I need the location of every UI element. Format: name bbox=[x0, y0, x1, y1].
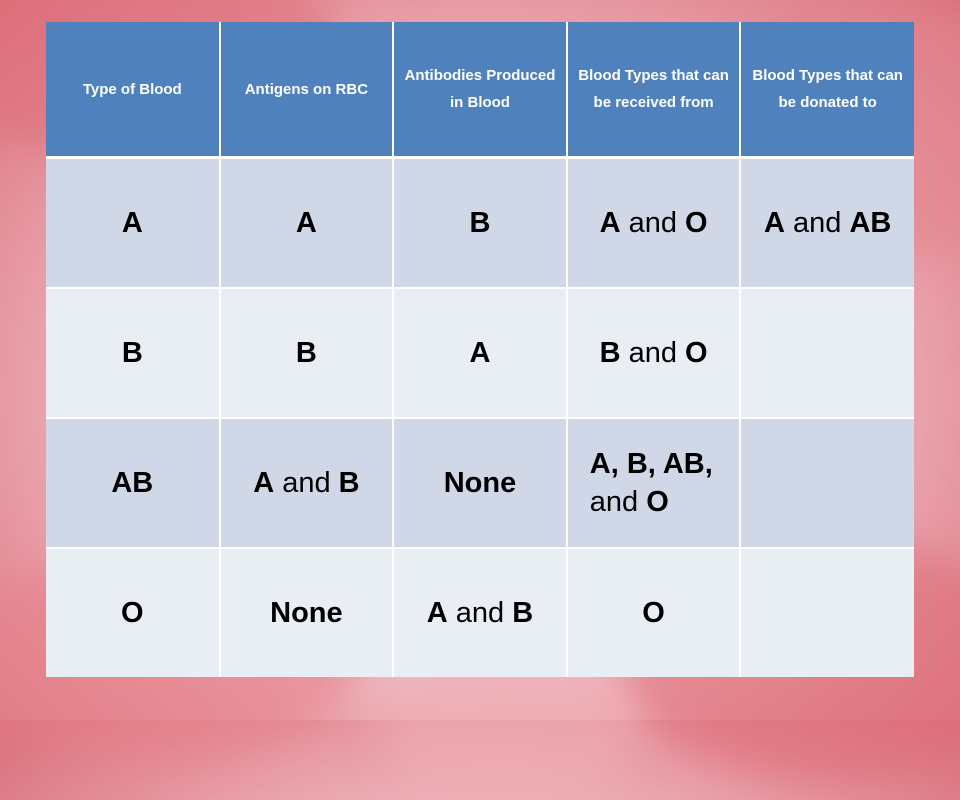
cell-received-from bbox=[567, 418, 741, 548]
cell-part: B bbox=[512, 597, 534, 629]
cell-antibodies: B bbox=[393, 158, 567, 289]
table-row bbox=[46, 158, 914, 289]
cell-conjunction: and bbox=[620, 337, 686, 369]
cell-antibodies: None bbox=[393, 418, 567, 548]
cell-antigens: B bbox=[220, 288, 394, 418]
table-row bbox=[46, 548, 914, 677]
cell-part: B bbox=[599, 337, 621, 369]
cell-conjunction: and bbox=[447, 597, 513, 629]
cell-part: AB bbox=[849, 207, 892, 239]
cell-conjunction: and bbox=[784, 207, 850, 239]
header-antigens: Antigens on RBC bbox=[220, 22, 394, 158]
header-antibodies: Antibodies Produced in Blood bbox=[393, 22, 567, 158]
cell-donated-to bbox=[740, 288, 914, 418]
cell-part: O bbox=[685, 207, 708, 239]
cell-received-from: O bbox=[567, 548, 741, 677]
cell-type: O bbox=[46, 548, 220, 677]
table-row bbox=[46, 418, 914, 548]
cell-conjunction: and bbox=[589, 486, 647, 518]
cell-received-from bbox=[567, 158, 741, 289]
cell-part: A bbox=[253, 467, 275, 499]
background-blood-cell bbox=[380, 660, 640, 800]
cell-antigens bbox=[220, 418, 394, 548]
cell-donated-to bbox=[740, 548, 914, 677]
cell-antibodies: A bbox=[393, 288, 567, 418]
cell-antibodies bbox=[393, 548, 567, 677]
cell-conjunction: and bbox=[620, 207, 686, 239]
table-row bbox=[46, 288, 914, 418]
cell-part: O bbox=[685, 337, 708, 369]
cell-donated-to bbox=[740, 418, 914, 548]
cell-antigens: A bbox=[220, 158, 394, 289]
cell-part: A, B, AB, bbox=[589, 448, 713, 480]
cell-antigens: None bbox=[220, 548, 394, 677]
cell-part: A bbox=[599, 207, 621, 239]
cell-part: A bbox=[426, 597, 448, 629]
cell-type: A bbox=[46, 158, 220, 289]
blood-type-table bbox=[46, 22, 914, 677]
cell-part: O bbox=[646, 486, 669, 518]
cell-part: A bbox=[764, 207, 785, 239]
header-donated-to: Blood Types that can be donated to bbox=[740, 22, 914, 158]
cell-donated-to bbox=[740, 158, 914, 289]
header-type-of-blood: Type of Blood bbox=[46, 22, 220, 158]
header-received-from: Blood Types that can be received from bbox=[567, 22, 741, 158]
cell-type: AB bbox=[46, 418, 220, 548]
header-row bbox=[46, 22, 914, 158]
cell-received-from bbox=[567, 288, 741, 418]
cell-type: B bbox=[46, 288, 220, 418]
cell-conjunction: and bbox=[274, 467, 339, 499]
cell-part: B bbox=[338, 467, 360, 499]
